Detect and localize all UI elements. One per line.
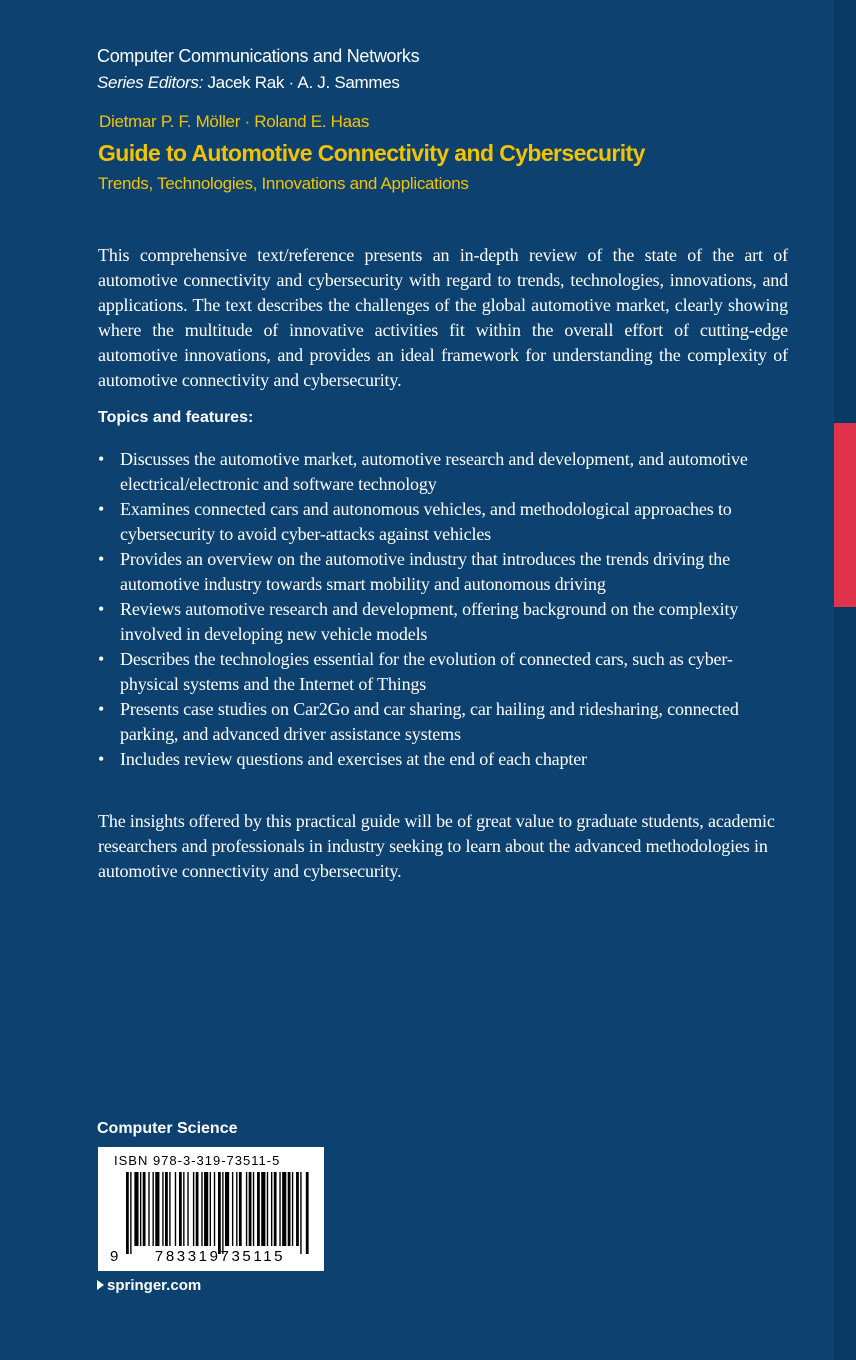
barcode-bar (271, 1172, 272, 1246)
website-text: springer.com (107, 1277, 202, 1294)
barcode-bar (218, 1172, 221, 1254)
bullet-icon: • (98, 549, 105, 569)
list-item (98, 647, 778, 697)
edge-color-tab (834, 423, 856, 607)
barcode-bar (165, 1172, 168, 1246)
feature-text: Includes review questions and exercises at the end of each chapter (120, 749, 587, 769)
barcode-bar (126, 1172, 129, 1254)
feature-text: Reviews automotive research and development, offering background on the complexity involved in developing new vehicle models (120, 599, 739, 644)
series-title: Computer Communications and Networks (97, 46, 420, 66)
barcode-bar (232, 1172, 233, 1246)
website-link[interactable] (97, 1277, 201, 1294)
barcode-bar (162, 1172, 163, 1246)
barcode-bar (288, 1172, 291, 1246)
barcode-bar (261, 1172, 265, 1246)
feature-text: Presents case studies on Car2Go and car sharing, car hailing and ridesharing, connected parking, and advanced driver assistance systems (120, 699, 739, 744)
barcode-bar (148, 1172, 149, 1246)
barcode-bar (222, 1172, 223, 1254)
barcode-bar (249, 1172, 252, 1246)
series-editors-names: Jacek Rak · A. J. Sammes (203, 73, 400, 92)
barcode-bar (214, 1172, 215, 1246)
series-editors (97, 73, 400, 93)
list-item (98, 447, 778, 497)
barcode-bar (175, 1172, 176, 1246)
bullet-icon: • (98, 599, 105, 619)
bullet-icon: • (98, 449, 105, 469)
barcode-bar (236, 1172, 237, 1246)
book-subtitle: Trends, Technologies, Innovations and Applications (98, 174, 469, 193)
bullet-icon: • (98, 649, 105, 669)
barcode-bar (201, 1172, 202, 1246)
list-item (98, 547, 778, 597)
book-title: Guide to Automotive Connectivity and Cybersecurity (98, 140, 645, 166)
bullet-icon: • (98, 499, 105, 519)
list-item (98, 597, 778, 647)
book-authors: Dietmar P. F. Möller · Roland E. Haas (99, 112, 370, 131)
barcode-bar (140, 1172, 141, 1246)
barcode-bar (296, 1172, 299, 1246)
feature-text: Examines connected cars and autonomous vehicles, and methodological approaches to cybersecurity to avoid cyber-attacks against vehicles (120, 499, 732, 544)
barcode-bar (130, 1172, 131, 1254)
barcode-bar (253, 1172, 254, 1246)
barcode-bar (274, 1172, 277, 1246)
feature-text: Discusses the automotive market, automotive research and development, and automotive electrical/electronic and software technology (120, 449, 748, 494)
barcode-bar (246, 1172, 247, 1246)
barcode-bar (187, 1172, 188, 1246)
barcode-bar (239, 1172, 242, 1246)
barcode-bar (179, 1172, 182, 1246)
feature-list (98, 447, 778, 772)
barcode-bar (134, 1172, 138, 1246)
barcode-bar (257, 1172, 260, 1246)
barcode-bar (152, 1172, 153, 1246)
barcode-bar (292, 1172, 293, 1246)
list-item (98, 747, 778, 772)
list-item (98, 697, 778, 747)
barcode-bar (196, 1172, 199, 1246)
barcode-bar (279, 1172, 280, 1246)
barcode-bar (143, 1172, 146, 1246)
barcode-bar (193, 1172, 194, 1246)
list-item (98, 497, 778, 547)
barcode-bars (126, 1172, 310, 1254)
ean-digits: 783319735115 (154, 1248, 286, 1265)
barcode-bar (210, 1172, 211, 1246)
series-editors-label: Series Editors: (97, 73, 204, 92)
outro-paragraph: The insights offered by this practical guide will be of great value to graduate students, academic researchers and professionals in industry seeking to learn about the advanced methodologies in automotive connectivity and cybersecurity. (98, 811, 775, 881)
bullet-icon: • (98, 699, 105, 719)
barcode-bar (183, 1172, 184, 1246)
spine-edge-strip (834, 0, 856, 1360)
subject-category: Computer Science (97, 1120, 238, 1137)
barcode-bar (225, 1172, 229, 1246)
barcode-bar (155, 1172, 159, 1246)
barcode-bar (267, 1172, 268, 1246)
barcode-bar (306, 1172, 309, 1254)
ean-first-digit: 9 (110, 1248, 119, 1265)
barcode-bar (169, 1172, 170, 1246)
intro-paragraph: This comprehensive text/reference presents an in-depth review of the state of the art of automotive connectivity and cybersecurity with regard to trends, technologies, innovations, and applications. The text describes the challenges of the global automotive market, clearly showing where the multitude of innovative activities fit within the overall effort of cutting-edge automotive innovations, and provides an ideal framework for understanding the complexity of automotive connectivity and cybersecurity. (98, 245, 788, 390)
isbn-barcode (98, 1147, 324, 1271)
isbn-label: ISBN 978-3-319-73511-5 (114, 1153, 281, 1168)
barcode-bar (282, 1172, 286, 1246)
feature-text: Provides an overview on the automotive industry that introduces the trends driving the automotive industry towards smart mobility and autonomous driving (120, 549, 730, 594)
topics-heading: Topics and features: (98, 409, 254, 426)
feature-text: Describes the technologies essential for the evolution of connected cars, such as cyber-physical systems and the Internet of Things (120, 649, 733, 694)
arrow-right-icon (97, 1280, 104, 1290)
barcode-bar (204, 1172, 208, 1246)
barcode-bar (300, 1172, 301, 1254)
bullet-icon: • (98, 749, 105, 769)
